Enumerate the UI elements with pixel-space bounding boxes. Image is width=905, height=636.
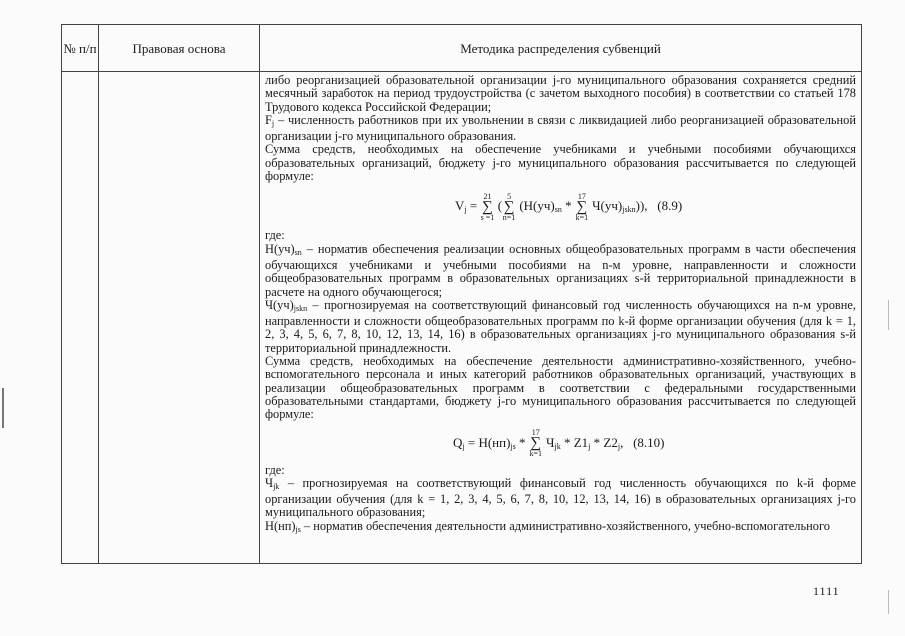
formula-number: (8.10) [633, 434, 665, 450]
header-col-legal-basis: Правовая основа [132, 40, 226, 56]
formula-8-9: $V_j$ = ∑ 21 s =1 ( ∑ 5 n=1 ($Н(уч)_{sn}$ * ∑ 17 k=1 $Ч(уч)_{jskn}$)), (8.9) [455, 191, 683, 222]
paragraph: либо реорганизацией образовательной организации j-го муниципального образования сохраняется средний месячный заработок на период трудоустройства (с зачетом выходного пособия) в соответствии со статьей 178 Трудового кодекса Российской Федерации; [265, 73, 856, 114]
paragraph: $F_j$ – численность работников при их увольнении в связи с ликвидацией либо реорганизацией образовательной организации j-го муниципального образования. [265, 112, 856, 144]
column-divider [259, 25, 260, 563]
scan-artifact [888, 590, 889, 614]
header-col-method: Методика распределения субвенций [460, 40, 661, 56]
sum-sign: ∑ 5 n=1 [502, 191, 516, 222]
formula-8-10: $Q_j = Н(нп)_{js}$ * ∑ 17 k=1 $Ч_{jk} * Z1_j * Z2_j$, (8.10) [453, 427, 665, 458]
header-divider [62, 71, 861, 72]
paragraph: $Н(нп)_{js}$ – норматив обеспечения деятельности административно-хозяйственного, учебно-вспомогательного [265, 518, 830, 534]
paragraph: где: [265, 462, 285, 477]
sum-sign: ∑ 17 k=1 [575, 191, 589, 222]
paragraph: $Н(уч)_{sn}$ – норматив обеспечения реализации основных общеобразовательных программ в части обеспечения обучающихся учебниками и учебными пособиями на n-м уровне, направленности и сложности общеобразовательных программ в образовательных организациях s-й территориальной принадлежности в расчете на одного обучающегося; [265, 241, 856, 299]
sum-sign: ∑ 21 s =1 [480, 191, 495, 222]
page-number: 1111 [813, 584, 840, 598]
header-col-number: № п/п [63, 40, 97, 56]
column-divider [98, 25, 99, 563]
sum-sign: ∑ 17 k=1 [529, 427, 543, 458]
paragraph: Сумма средств, необходимых на обеспечение учебниками и учебными пособиями обучающихся образовательных организаций, бюджету j-го муниципального образования рассчитывается по следующей формуле: [265, 142, 856, 184]
paragraph: Сумма средств, необходимых на обеспечение деятельности административно-хозяйственного, учебно-вспомогательного персонала и иных категорий работников образовательных организаций, участвующих в реализации общеобразовательных программ в соответствии с федеральными государственными образовательными стандартами, бюджету j-го муниципального образования рассчитывается по следующей формуле: [265, 354, 856, 422]
document-table [61, 24, 862, 564]
paragraph: $Ч_{jk}$ – прогнозируемая на соответствующий финансовый год численность обучающихся по k-й форме организации обучения (для k = 1, 2, 3, 4, 5, 6, 7, 8, 10, 12, 13, 14, 16) в образовательных организациях j-го муниципального образования; [265, 475, 856, 520]
scan-artifact [2, 388, 4, 428]
method-text [265, 74, 856, 536]
paragraph: где: [265, 228, 285, 243]
scan-artifact [888, 300, 889, 330]
formula-number: (8.9) [657, 198, 683, 214]
paragraph: $Ч(уч)_{jskn}$ – прогнозируемая на соответствующий финансовый год численность обучающихся на n-м уровне, направленности и сложности общеобразовательных программ по k-й форме организации обучения (для k = 1, 2, 3, 4, 5, 6, 7, 8, 10, 12, 13, 14, 16) в образовательных организациях j-го муниципального образования s-й территориальной принадлежности. [265, 297, 856, 355]
